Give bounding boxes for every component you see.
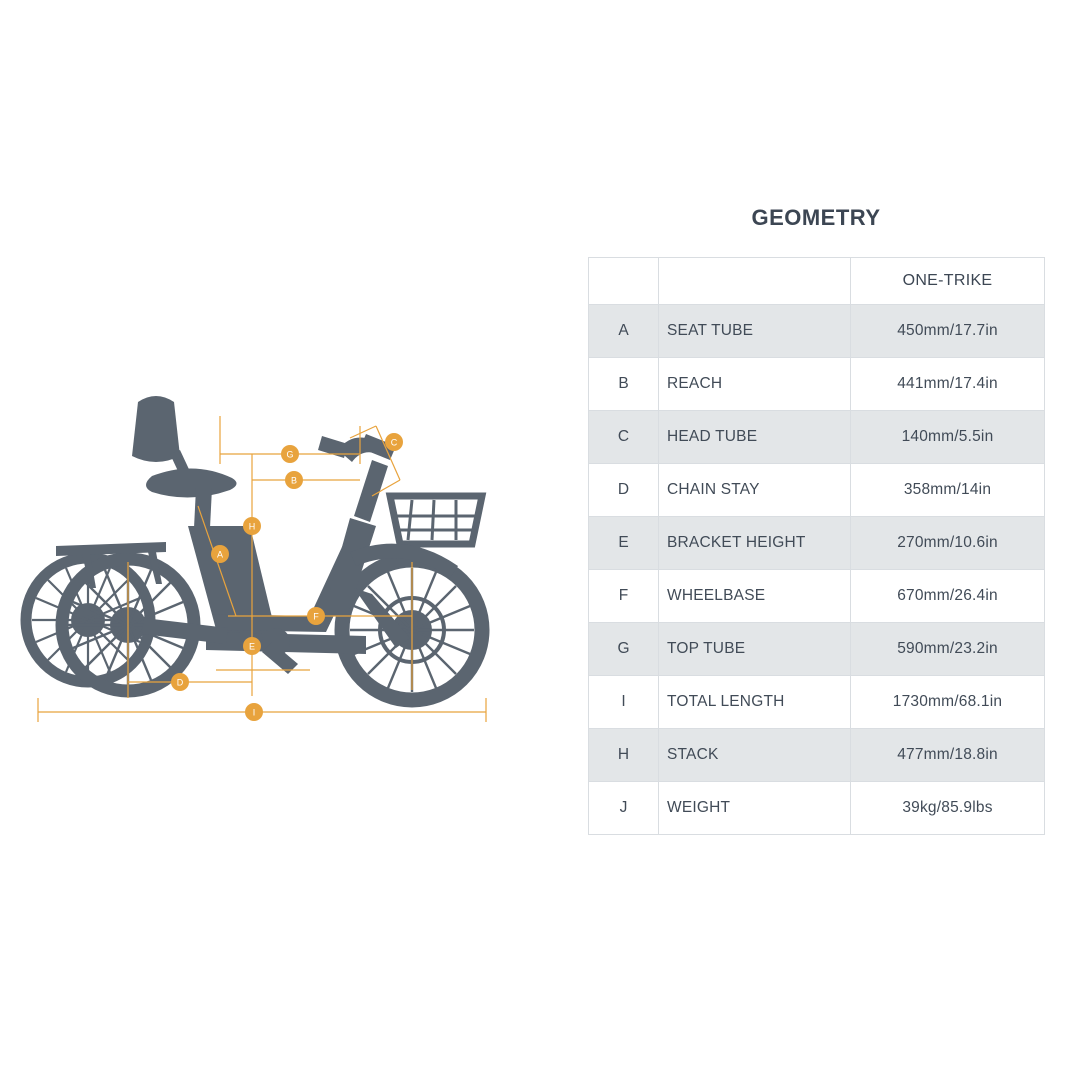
row-letter: E bbox=[589, 517, 659, 570]
row-measure-value: 39kg/85.9lbs bbox=[851, 782, 1045, 835]
callout-F bbox=[307, 607, 325, 625]
table-row bbox=[589, 464, 1045, 517]
row-letter: B bbox=[589, 358, 659, 411]
table-row bbox=[589, 358, 1045, 411]
row-letter: C bbox=[589, 411, 659, 464]
callout-label-E: E bbox=[248, 641, 256, 652]
callout-label-D: D bbox=[176, 677, 184, 688]
row-letter: F bbox=[589, 570, 659, 623]
header-letter-col bbox=[589, 258, 659, 305]
row-letter: J bbox=[589, 782, 659, 835]
table-row bbox=[589, 517, 1045, 570]
callout-G bbox=[281, 445, 299, 463]
row-measure-value: 140mm/5.5in bbox=[851, 411, 1045, 464]
row-letter: G bbox=[589, 623, 659, 676]
callout-D bbox=[171, 673, 189, 691]
row-measure-name: REACH bbox=[659, 358, 851, 411]
row-measure-name: BRACKET HEIGHT bbox=[659, 517, 851, 570]
callout-label-B: B bbox=[290, 475, 298, 486]
geometry-table bbox=[588, 257, 1045, 835]
row-measure-name: CHAIN STAY bbox=[659, 464, 851, 517]
callout-label-G: G bbox=[286, 449, 294, 460]
callout-label-H: H bbox=[248, 521, 256, 532]
callout-I bbox=[245, 703, 263, 721]
row-letter: H bbox=[589, 729, 659, 782]
callout-label-I: I bbox=[252, 707, 256, 718]
row-measure-value: 477mm/18.8in bbox=[851, 729, 1045, 782]
header-model-name: ONE-TRIKE bbox=[851, 258, 1045, 305]
row-letter: A bbox=[589, 305, 659, 358]
row-measure-name: WEIGHT bbox=[659, 782, 851, 835]
geometry-panel bbox=[588, 205, 1044, 835]
row-measure-value: 358mm/14in bbox=[851, 464, 1045, 517]
table-row bbox=[589, 411, 1045, 464]
page-title: GEOMETRY bbox=[751, 205, 881, 230]
row-letter: I bbox=[589, 676, 659, 729]
callout-A bbox=[211, 545, 229, 563]
table-row bbox=[589, 305, 1045, 358]
callout-E bbox=[243, 637, 261, 655]
callout-label-F: F bbox=[313, 611, 319, 622]
row-measure-value: 270mm/10.6in bbox=[851, 517, 1045, 570]
row-measure-name: TOTAL LENGTH bbox=[659, 676, 851, 729]
callout-label-C: C bbox=[390, 437, 398, 448]
table-row bbox=[589, 782, 1045, 835]
row-measure-value: 450mm/17.7in bbox=[851, 305, 1045, 358]
header-name-col bbox=[659, 258, 851, 305]
row-measure-value: 1730mm/68.1in bbox=[851, 676, 1045, 729]
row-measure-value: 590mm/23.2in bbox=[851, 623, 1045, 676]
row-measure-value: 441mm/17.4in bbox=[851, 358, 1045, 411]
row-measure-name: WHEELBASE bbox=[659, 570, 851, 623]
callout-H bbox=[243, 517, 261, 535]
row-letter: D bbox=[589, 464, 659, 517]
row-measure-name: STACK bbox=[659, 729, 851, 782]
table-row bbox=[589, 676, 1045, 729]
callout-C bbox=[385, 433, 403, 451]
callout-B bbox=[285, 471, 303, 489]
table-row bbox=[589, 623, 1045, 676]
row-measure-name: SEAT TUBE bbox=[659, 305, 851, 358]
callout-label-A: A bbox=[216, 549, 224, 560]
row-measure-name: TOP TUBE bbox=[659, 623, 851, 676]
table-row bbox=[589, 570, 1045, 623]
table-header-row bbox=[589, 258, 1045, 305]
geometry-table-head bbox=[589, 258, 1045, 305]
bike-geometry-diagram bbox=[20, 330, 540, 750]
row-measure-value: 670mm/26.4in bbox=[851, 570, 1045, 623]
row-measure-name: HEAD TUBE bbox=[659, 411, 851, 464]
table-row bbox=[589, 729, 1045, 782]
geometry-table-body bbox=[589, 305, 1045, 835]
